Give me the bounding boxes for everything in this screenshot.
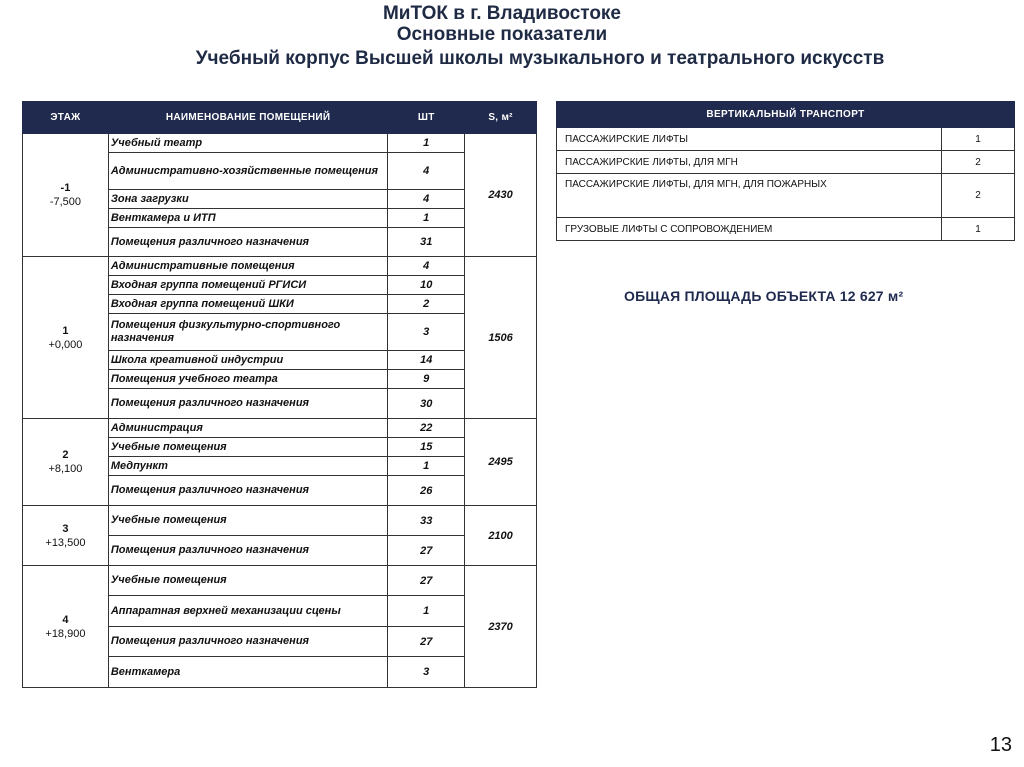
room-name: Помещения различного назначения (108, 476, 387, 506)
table-row (23, 257, 537, 276)
room-name: Помещения физкультурно-спортивного назначения (108, 314, 387, 351)
room-name: Учебный театр (108, 134, 387, 153)
room-name: Зона загрузки (108, 190, 387, 209)
room-name: Помещения различного назначения (108, 627, 387, 657)
floor-number: 1 (62, 324, 69, 337)
title-line-3: Учебный корпус Высшей школы музыкального и театрального искусств (195, 48, 885, 69)
transport-qty: 1 (942, 128, 1015, 151)
room-qty: 30 (388, 389, 465, 419)
floor-cell (23, 257, 109, 419)
room-name: Помещения различного назначения (108, 228, 387, 257)
floor-number: -1 (60, 182, 71, 194)
room-qty: 4 (388, 190, 465, 209)
title-line-2: Основные показатели (396, 24, 608, 45)
room-name: Входная группа помещений РГИСИ (108, 276, 387, 295)
table-row (23, 566, 537, 596)
table-row (23, 134, 537, 153)
room-name: Школа креативной индустрии (108, 351, 387, 370)
room-qty: 27 (388, 627, 465, 657)
room-name: Венткамера и ИТП (108, 209, 387, 228)
floor-area: 2430 (465, 134, 537, 257)
room-qty: 4 (388, 153, 465, 190)
floor-number: 2 (62, 449, 69, 461)
table-row (23, 506, 537, 536)
room-qty: 1 (388, 209, 465, 228)
room-qty: 26 (388, 476, 465, 506)
room-name: Учебные помещения (108, 438, 387, 457)
transport-name: ГРУЗОВЫЕ ЛИФТЫ С СОПРОВОЖДЕНИЕМ (557, 218, 942, 241)
room-name: Входная группа помещений ШКИ (108, 295, 387, 314)
transport-qty: 2 (942, 174, 1015, 218)
room-name: Медпункт (108, 457, 387, 476)
floor-cell (23, 419, 109, 506)
room-qty: 4 (388, 257, 465, 276)
room-qty: 14 (388, 351, 465, 370)
floor-cell (23, 506, 109, 566)
floor-level: +18,900 (45, 627, 86, 640)
transport-name: ПАССАЖИРСКИЕ ЛИФТЫ (557, 128, 942, 151)
transport-qty: 1 (942, 218, 1015, 241)
header-floor: ЭТАЖ (23, 102, 109, 134)
room-name: Аппаратная верхней механизации сцены (108, 596, 387, 627)
header-area: S, м² (465, 102, 537, 134)
title-line-1: МиТОК в г. Владивостоке (382, 3, 621, 24)
room-qty: 33 (388, 506, 465, 536)
transport-row (557, 174, 1015, 218)
transport-row (557, 128, 1015, 151)
room-name: Администрация (108, 419, 387, 438)
room-qty: 27 (388, 536, 465, 566)
room-name: Учебные помещения (108, 566, 387, 596)
floor-cell (23, 134, 109, 257)
floor-area: 2370 (465, 566, 537, 688)
floor-cell (23, 566, 109, 688)
room-qty: 22 (388, 419, 465, 438)
rooms-table (22, 101, 537, 688)
room-qty: 1 (388, 596, 465, 627)
room-qty: 31 (388, 228, 465, 257)
room-qty: 27 (388, 566, 465, 596)
room-name: Учебные помещения (108, 506, 387, 536)
room-name: Помещения различного назначения (108, 389, 387, 419)
room-name: Административные помещения (108, 257, 387, 276)
room-qty: 10 (388, 276, 465, 295)
floor-area: 2495 (465, 419, 537, 506)
room-name: Помещения различного назначения (108, 536, 387, 566)
floor-level: +8,100 (48, 463, 83, 475)
room-qty: 9 (388, 370, 465, 389)
floor-level: +13,500 (45, 536, 86, 549)
transport-row (557, 218, 1015, 241)
floor-area: 1506 (465, 257, 537, 419)
room-qty: 1 (388, 457, 465, 476)
page-number: 13 (989, 734, 1012, 756)
room-name: Административно-хозяйственные помещения (108, 153, 387, 190)
room-qty: 1 (388, 134, 465, 153)
transport-name: ПАССАЖИРСКИЕ ЛИФТЫ, ДЛЯ МГН, ДЛЯ ПОЖАРНЫХ (557, 174, 942, 218)
table-row (23, 419, 537, 438)
transport-qty: 2 (942, 151, 1015, 174)
room-qty: 15 (388, 438, 465, 457)
rooms-table-header (23, 102, 537, 134)
header-room-name: НАИМЕНОВАНИЕ ПОМЕЩЕНИЙ (108, 102, 387, 134)
transport-name: ПАССАЖИРСКИЕ ЛИФТЫ, ДЛЯ МГН (557, 151, 942, 174)
room-name: Венткамера (108, 657, 387, 688)
room-name: Помещения учебного театра (108, 370, 387, 389)
room-qty: 2 (388, 295, 465, 314)
total-area: ОБЩАЯ ПЛОЩАДЬ ОБЪЕКТА 12 627 м² (624, 288, 904, 304)
floor-level: -7,500 (49, 196, 82, 208)
room-qty: 3 (388, 314, 465, 351)
vertical-transport-header: ВЕРТИКАЛЬНЫЙ ТРАНСПОРТ (557, 102, 1015, 128)
floor-number: 3 (62, 522, 69, 535)
header-qty: ШТ (388, 102, 465, 134)
floor-number: 4 (62, 613, 69, 626)
floor-area: 2100 (465, 506, 537, 566)
room-qty: 3 (388, 657, 465, 688)
vertical-transport-table (556, 101, 1015, 241)
floor-level: +0,000 (48, 338, 83, 351)
transport-row (557, 151, 1015, 174)
